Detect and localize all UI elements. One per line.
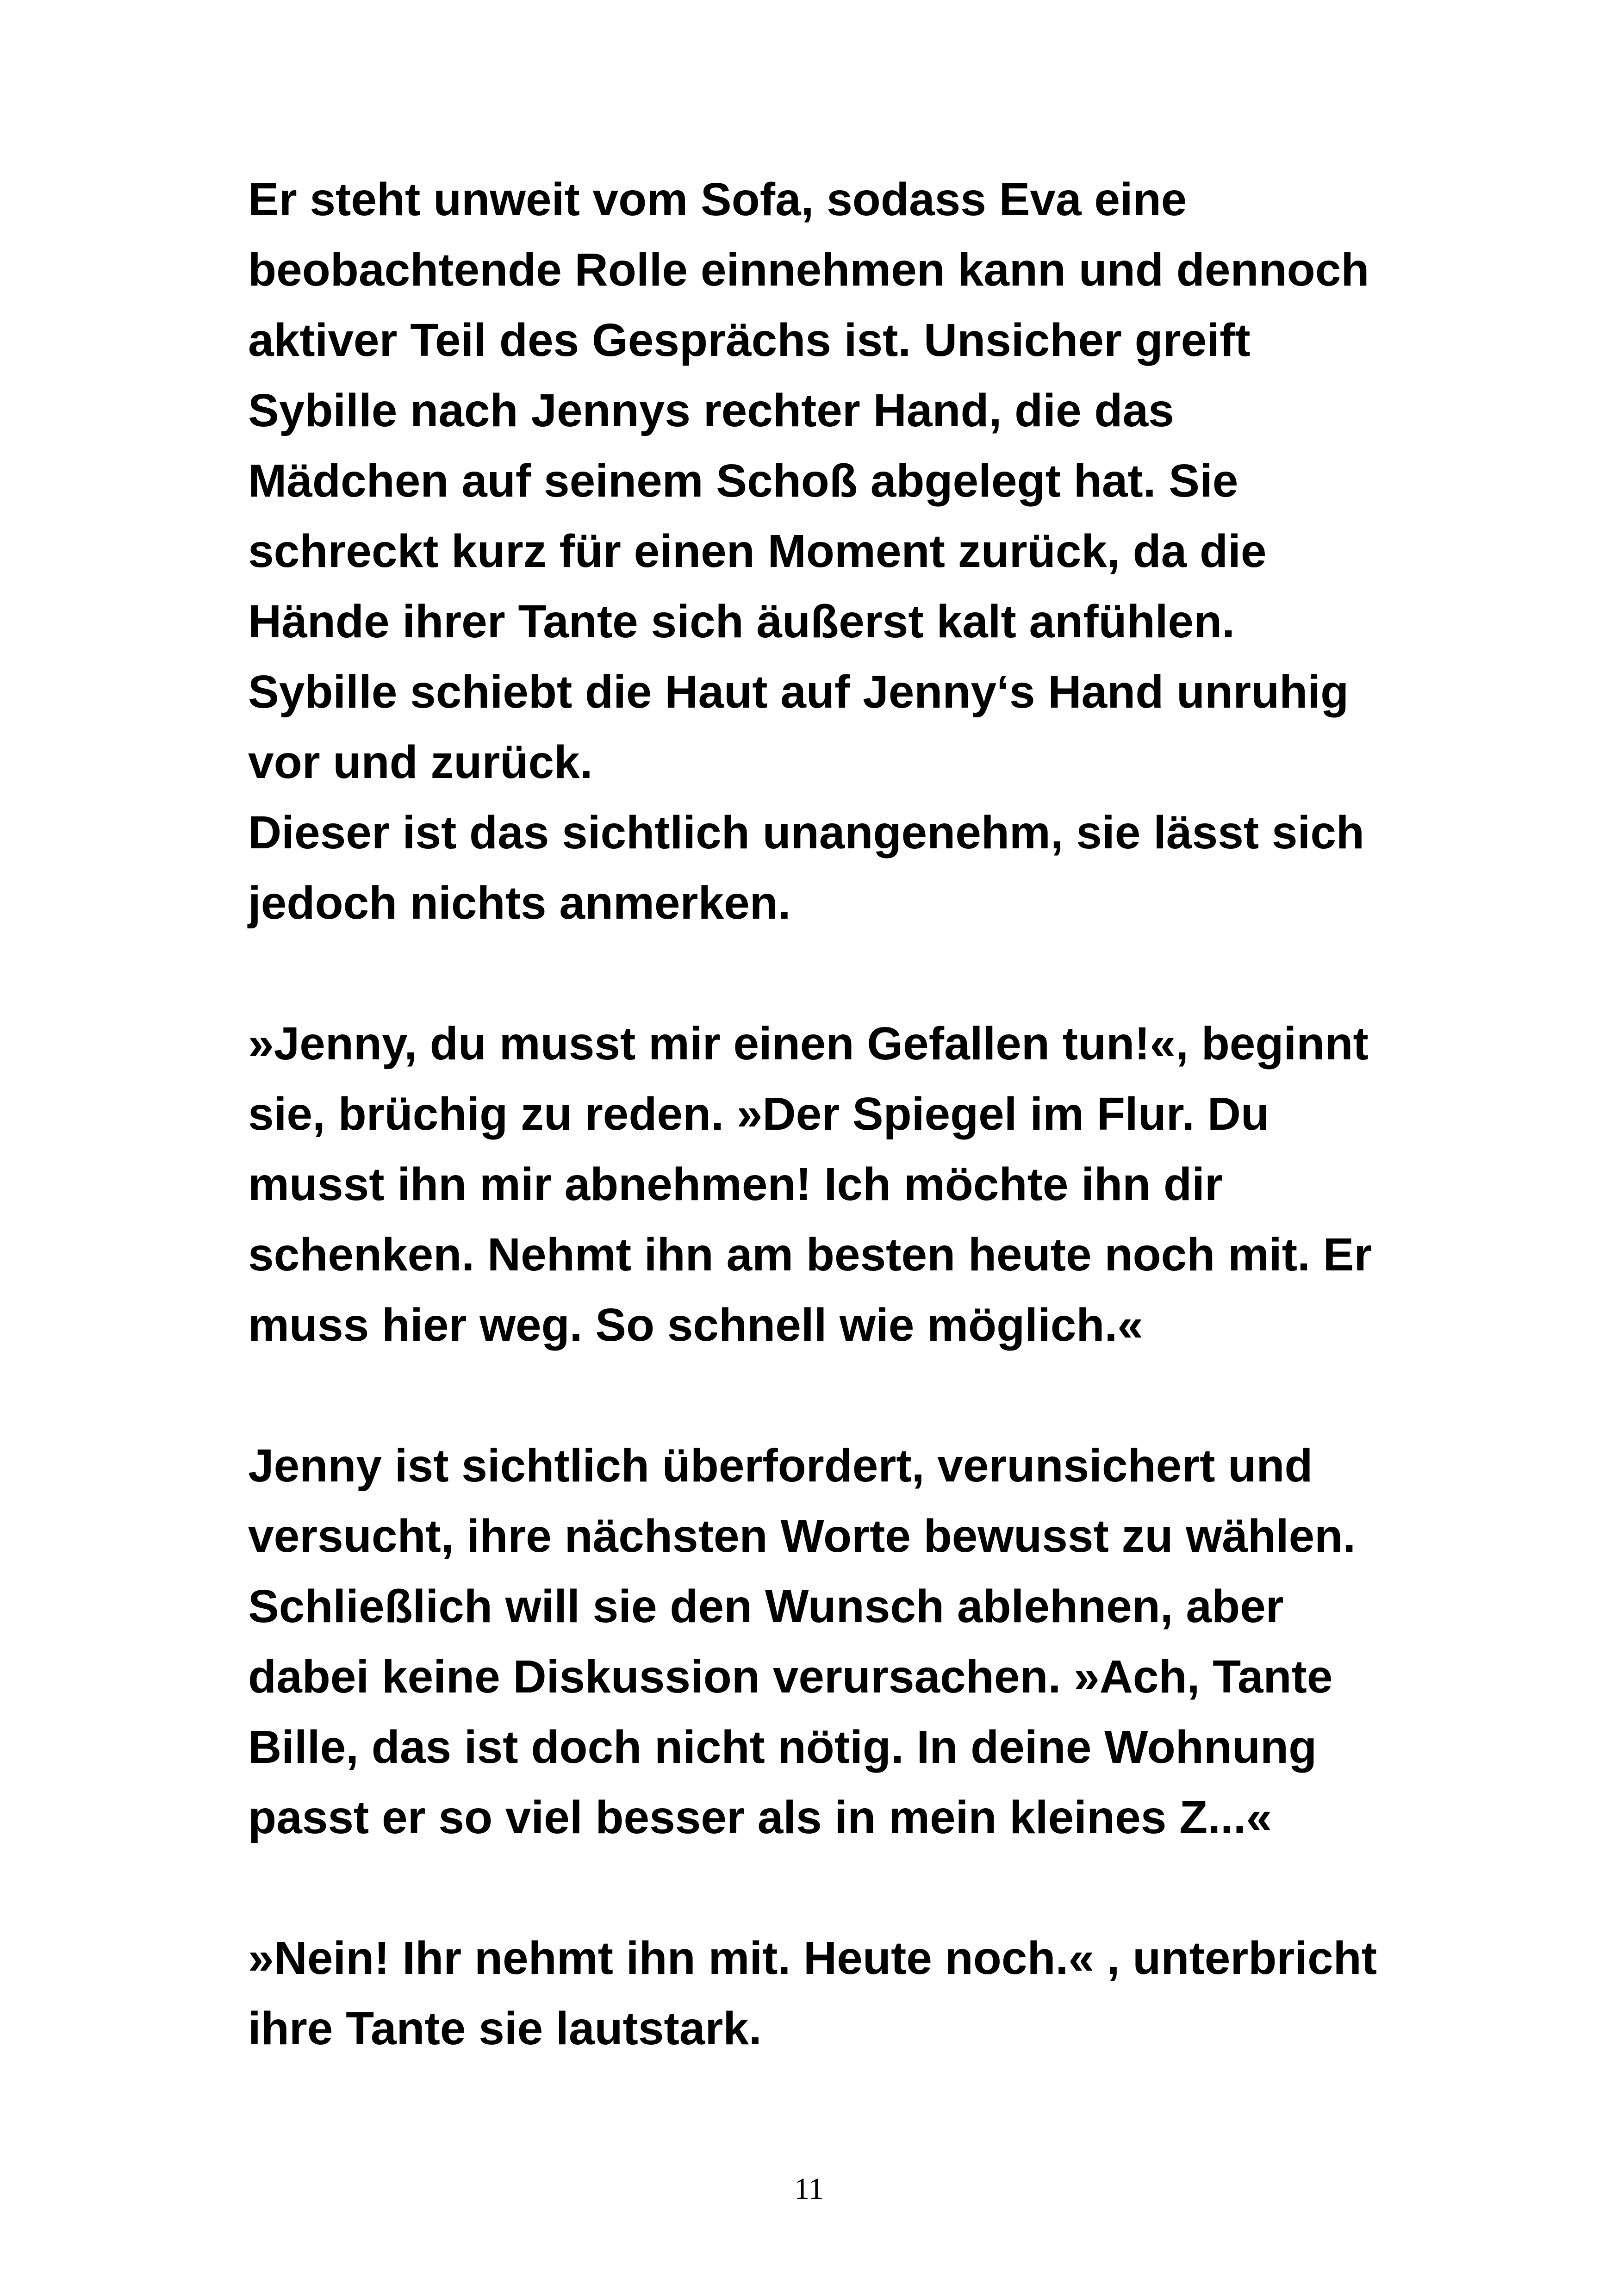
text-line: Hände ihrer Tante sich äußerst kalt anfühlen. (248, 596, 1235, 647)
text-line: Schließlich will sie den Wunsch ablehnen, aber (248, 1580, 1284, 1632)
text-line: Sybille nach Jennys rechter Hand, die das (248, 385, 1174, 436)
paragraph-4 (248, 1431, 1507, 1853)
paragraph-5 (248, 1923, 1507, 2064)
text-line: Er steht unweit vom Sofa, sodass Eva eine (248, 174, 1187, 225)
text-line: Jenny ist sichtlich überfordert, verunsichert und (248, 1440, 1313, 1492)
text-line: »Nein! Ihr nehmt ihn mit. Heute noch.« , unterbricht (248, 1932, 1377, 1984)
text-line: musst ihn mir abnehmen! Ich möchte ihn dir (248, 1158, 1223, 1210)
text-line: aktiver Teil des Gesprächs ist. Unsicher greift (248, 314, 1251, 366)
text-line: vor und zurück. (248, 736, 593, 788)
text-line: Dieser ist das sichtlich unangenehm, sie lässt sich (248, 807, 1365, 859)
body-text (248, 164, 1507, 2064)
paragraph-1 (248, 164, 1507, 797)
text-line: jedoch nichts anmerken. (248, 877, 791, 929)
paragraph-spacer (248, 938, 1507, 1008)
text-line: schreckt kurz für einen Moment zurück, da die (248, 525, 1267, 577)
text-line: schenken. Nehmt ihn am besten heute noch mit. Er (248, 1229, 1372, 1281)
text-line: »Jenny, du musst mir einen Gefallen tun!«, beginnt (248, 1018, 1369, 1070)
text-line: Sybille schiebt die Haut auf Jenny‘s Hand unruhig (248, 666, 1349, 718)
text-line: ihre Tante sie lautstark. (248, 2003, 762, 2054)
paragraph-2 (248, 797, 1507, 938)
text-line: dabei keine Diskussion verursachen. »Ach, Tante (248, 1651, 1333, 1703)
text-line: Bille, das ist doch nicht nötig. In deine Wohnung (248, 1721, 1317, 1773)
paragraph-spacer (248, 1360, 1507, 1431)
text-line: versucht, ihre nächsten Worte bewusst zu wählen. (248, 1510, 1356, 1562)
text-line: beobachtende Rolle einnehmen kann und dennoch (248, 244, 1369, 296)
paragraph-spacer (248, 1853, 1507, 1923)
text-line: Mädchen auf seinem Schoß abgelegt hat. Sie (248, 455, 1238, 507)
text-line: muss hier weg. So schnell wie möglich.« (248, 1299, 1143, 1351)
text-line: passt er so viel besser als in mein kleines Z...« (248, 1792, 1272, 1843)
text-line: sie, brüchig zu reden. »Der Spiegel im Flur. Du (248, 1088, 1270, 1140)
page-number: 11 (794, 2172, 824, 2206)
paragraph-3 (248, 1008, 1507, 1360)
